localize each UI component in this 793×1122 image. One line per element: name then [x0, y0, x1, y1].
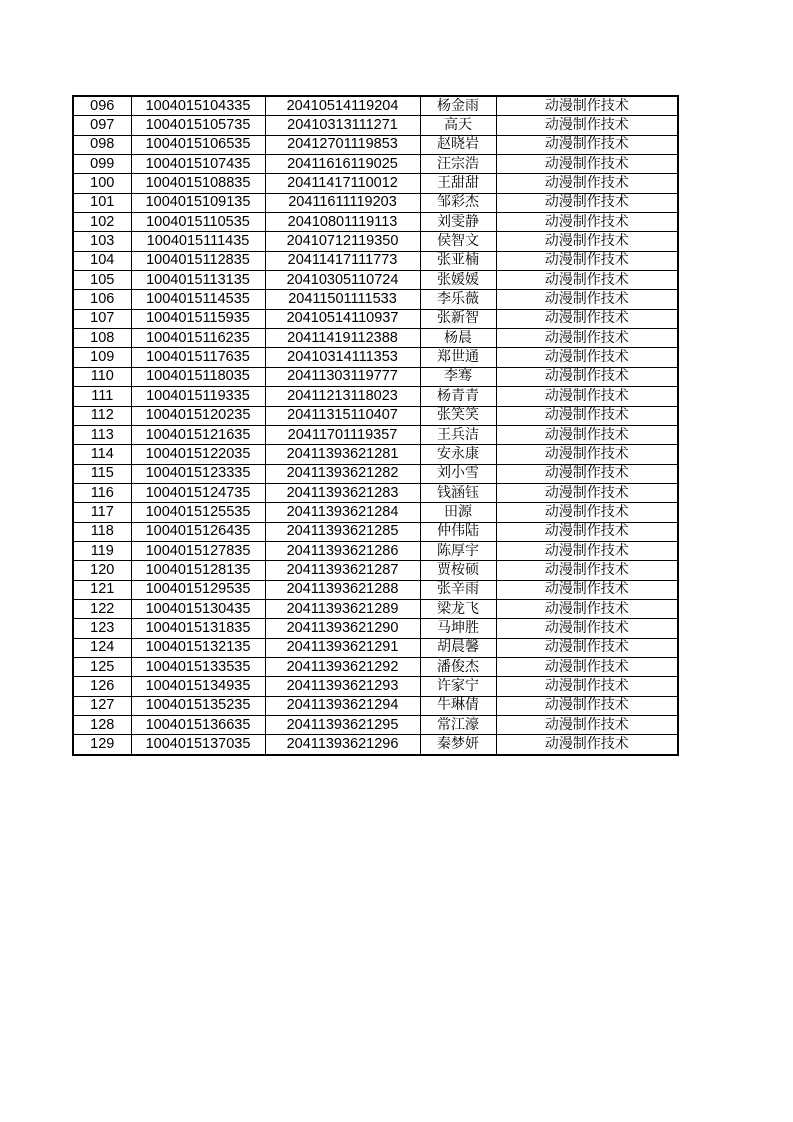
name-cell: 杨青青: [420, 387, 496, 406]
row-number-cell: 123: [73, 619, 131, 638]
name-cell: 赵晓岩: [420, 135, 496, 154]
student-id-cell: 20411393621287: [265, 561, 420, 580]
student-id-cell: 20411393621295: [265, 716, 420, 735]
major-cell: 动漫制作技术: [496, 464, 678, 483]
student-id-cell: 20411393621289: [265, 599, 420, 618]
exam-number-cell: 1004015108835: [131, 174, 265, 193]
row-number-cell: 099: [73, 155, 131, 174]
table-row: [73, 290, 678, 309]
major-cell: 动漫制作技术: [496, 329, 678, 348]
row-number-cell: 106: [73, 290, 131, 309]
row-number-cell: 126: [73, 677, 131, 696]
exam-number-cell: 1004015135235: [131, 696, 265, 715]
table-row: [73, 425, 678, 444]
name-cell: 王甜甜: [420, 174, 496, 193]
name-cell: 张笑笑: [420, 406, 496, 425]
student-id-cell: 20411315110407: [265, 406, 420, 425]
student-id-cell: 20411701119357: [265, 425, 420, 444]
row-number-cell: 098: [73, 135, 131, 154]
exam-number-cell: 1004015105735: [131, 116, 265, 135]
major-cell: 动漫制作技术: [496, 657, 678, 676]
name-cell: 刘小雪: [420, 464, 496, 483]
exam-number-cell: 1004015126435: [131, 522, 265, 541]
table-row: [73, 503, 678, 522]
student-id-cell: 20411616119025: [265, 155, 420, 174]
student-id-cell: 20411393621283: [265, 483, 420, 502]
row-number-cell: 129: [73, 735, 131, 755]
row-number-cell: 096: [73, 96, 131, 116]
table-row: [73, 716, 678, 735]
exam-number-cell: 1004015116235: [131, 329, 265, 348]
student-id-cell: 20411303119777: [265, 367, 420, 386]
row-number-cell: 121: [73, 580, 131, 599]
student-id-cell: 20410314111353: [265, 348, 420, 367]
major-cell: 动漫制作技术: [496, 638, 678, 657]
exam-number-cell: 1004015117635: [131, 348, 265, 367]
name-cell: 张辛雨: [420, 580, 496, 599]
row-number-cell: 122: [73, 599, 131, 618]
student-id-cell: 20411393621290: [265, 619, 420, 638]
exam-number-cell: 1004015133535: [131, 657, 265, 676]
row-number-cell: 120: [73, 561, 131, 580]
table-row: [73, 735, 678, 755]
name-cell: 秦梦妍: [420, 735, 496, 755]
table-row: [73, 155, 678, 174]
table-row: [73, 696, 678, 715]
student-id-cell: 20411393621296: [265, 735, 420, 755]
student-id-cell: 20411417110012: [265, 174, 420, 193]
exam-number-cell: 1004015120235: [131, 406, 265, 425]
row-number-cell: 102: [73, 213, 131, 232]
student-id-cell: 20411393621288: [265, 580, 420, 599]
row-number-cell: 124: [73, 638, 131, 657]
table-row: [73, 232, 678, 251]
major-cell: 动漫制作技术: [496, 522, 678, 541]
exam-number-cell: 1004015122035: [131, 445, 265, 464]
table-row: [73, 522, 678, 541]
major-cell: 动漫制作技术: [496, 135, 678, 154]
table-row: [73, 406, 678, 425]
exam-number-cell: 1004015123335: [131, 464, 265, 483]
major-cell: 动漫制作技术: [496, 406, 678, 425]
table-row: [73, 174, 678, 193]
name-cell: 钱涵钰: [420, 483, 496, 502]
student-list-table: [72, 95, 679, 756]
exam-number-cell: 1004015113135: [131, 271, 265, 290]
table-row: [73, 329, 678, 348]
table-row: [73, 638, 678, 657]
table-row: [73, 135, 678, 154]
student-id-cell: 20411393621294: [265, 696, 420, 715]
table-row: [73, 445, 678, 464]
major-cell: 动漫制作技术: [496, 716, 678, 735]
exam-number-cell: 1004015121635: [131, 425, 265, 444]
exam-number-cell: 1004015125535: [131, 503, 265, 522]
student-id-cell: 20410313111271: [265, 116, 420, 135]
student-id-cell: 20411393621286: [265, 541, 420, 560]
exam-number-cell: 1004015109135: [131, 193, 265, 212]
name-cell: 邹彩杰: [420, 193, 496, 212]
student-id-cell: 20411419112388: [265, 329, 420, 348]
table-row: [73, 541, 678, 560]
name-cell: 陈厚宇: [420, 541, 496, 560]
exam-number-cell: 1004015119335: [131, 387, 265, 406]
row-number-cell: 107: [73, 309, 131, 328]
table-row: [73, 561, 678, 580]
row-number-cell: 117: [73, 503, 131, 522]
exam-number-cell: 1004015129535: [131, 580, 265, 599]
student-id-cell: 20411213118023: [265, 387, 420, 406]
table-row: [73, 619, 678, 638]
table-row: [73, 213, 678, 232]
table-row: [73, 677, 678, 696]
student-id-cell: 20411393621292: [265, 657, 420, 676]
major-cell: 动漫制作技术: [496, 155, 678, 174]
name-cell: 安永康: [420, 445, 496, 464]
table-row: [73, 599, 678, 618]
student-id-cell: 20412701119853: [265, 135, 420, 154]
major-cell: 动漫制作技术: [496, 483, 678, 502]
student-id-cell: 20411417111773: [265, 251, 420, 270]
major-cell: 动漫制作技术: [496, 445, 678, 464]
row-number-cell: 112: [73, 406, 131, 425]
major-cell: 动漫制作技术: [496, 232, 678, 251]
major-cell: 动漫制作技术: [496, 174, 678, 193]
row-number-cell: 097: [73, 116, 131, 135]
table-row: [73, 387, 678, 406]
major-cell: 动漫制作技术: [496, 735, 678, 755]
name-cell: 仲伟陆: [420, 522, 496, 541]
major-cell: 动漫制作技术: [496, 213, 678, 232]
student-id-cell: 20411393621282: [265, 464, 420, 483]
exam-number-cell: 1004015118035: [131, 367, 265, 386]
name-cell: 王兵洁: [420, 425, 496, 444]
major-cell: 动漫制作技术: [496, 619, 678, 638]
table-row: [73, 580, 678, 599]
student-id-cell: 20411393621284: [265, 503, 420, 522]
student-id-cell: 20411393621291: [265, 638, 420, 657]
name-cell: 胡晨馨: [420, 638, 496, 657]
table-row: [73, 348, 678, 367]
major-cell: 动漫制作技术: [496, 561, 678, 580]
major-cell: 动漫制作技术: [496, 696, 678, 715]
table-row: [73, 271, 678, 290]
row-number-cell: 109: [73, 348, 131, 367]
row-number-cell: 114: [73, 445, 131, 464]
exam-number-cell: 1004015104335: [131, 96, 265, 116]
major-cell: 动漫制作技术: [496, 271, 678, 290]
row-number-cell: 108: [73, 329, 131, 348]
exam-number-cell: 1004015128135: [131, 561, 265, 580]
name-cell: 牛琳倩: [420, 696, 496, 715]
student-id-cell: 20410514119204: [265, 96, 420, 116]
name-cell: 刘雯静: [420, 213, 496, 232]
table-row: [73, 657, 678, 676]
exam-number-cell: 1004015106535: [131, 135, 265, 154]
row-number-cell: 116: [73, 483, 131, 502]
exam-number-cell: 1004015124735: [131, 483, 265, 502]
student-id-cell: 20411393621285: [265, 522, 420, 541]
row-number-cell: 113: [73, 425, 131, 444]
major-cell: 动漫制作技术: [496, 599, 678, 618]
table-body: [73, 96, 678, 755]
row-number-cell: 119: [73, 541, 131, 560]
name-cell: 杨金雨: [420, 96, 496, 116]
name-cell: 贾桉硕: [420, 561, 496, 580]
student-id-cell: 20411611119203: [265, 193, 420, 212]
major-cell: 动漫制作技术: [496, 251, 678, 270]
exam-number-cell: 1004015110535: [131, 213, 265, 232]
exam-number-cell: 1004015107435: [131, 155, 265, 174]
student-id-cell: 20410514110937: [265, 309, 420, 328]
table-row: [73, 483, 678, 502]
student-id-cell: 20411501111533: [265, 290, 420, 309]
row-number-cell: 115: [73, 464, 131, 483]
exam-number-cell: 1004015127835: [131, 541, 265, 560]
exam-number-cell: 1004015130435: [131, 599, 265, 618]
name-cell: 潘俊杰: [420, 657, 496, 676]
name-cell: 马坤胜: [420, 619, 496, 638]
row-number-cell: 100: [73, 174, 131, 193]
row-number-cell: 110: [73, 367, 131, 386]
name-cell: 田源: [420, 503, 496, 522]
row-number-cell: 125: [73, 657, 131, 676]
major-cell: 动漫制作技术: [496, 96, 678, 116]
major-cell: 动漫制作技术: [496, 580, 678, 599]
major-cell: 动漫制作技术: [496, 309, 678, 328]
major-cell: 动漫制作技术: [496, 503, 678, 522]
table-row: [73, 193, 678, 212]
name-cell: 杨晨: [420, 329, 496, 348]
name-cell: 梁龙飞: [420, 599, 496, 618]
row-number-cell: 104: [73, 251, 131, 270]
table-row: [73, 96, 678, 116]
major-cell: 动漫制作技术: [496, 290, 678, 309]
table-row: [73, 251, 678, 270]
major-cell: 动漫制作技术: [496, 677, 678, 696]
exam-number-cell: 1004015134935: [131, 677, 265, 696]
name-cell: 李骞: [420, 367, 496, 386]
name-cell: 张亚楠: [420, 251, 496, 270]
exam-number-cell: 1004015115935: [131, 309, 265, 328]
name-cell: 常江濠: [420, 716, 496, 735]
row-number-cell: 101: [73, 193, 131, 212]
name-cell: 张媛媛: [420, 271, 496, 290]
exam-number-cell: 1004015132135: [131, 638, 265, 657]
row-number-cell: 128: [73, 716, 131, 735]
table-row: [73, 309, 678, 328]
exam-number-cell: 1004015114535: [131, 290, 265, 309]
student-id-cell: 20411393621281: [265, 445, 420, 464]
exam-number-cell: 1004015112835: [131, 251, 265, 270]
student-id-cell: 20410305110724: [265, 271, 420, 290]
major-cell: 动漫制作技术: [496, 193, 678, 212]
major-cell: 动漫制作技术: [496, 425, 678, 444]
student-id-cell: 20410801119113: [265, 213, 420, 232]
student-id-cell: 20411393621293: [265, 677, 420, 696]
name-cell: 高天: [420, 116, 496, 135]
major-cell: 动漫制作技术: [496, 541, 678, 560]
row-number-cell: 118: [73, 522, 131, 541]
exam-number-cell: 1004015111435: [131, 232, 265, 251]
major-cell: 动漫制作技术: [496, 387, 678, 406]
row-number-cell: 103: [73, 232, 131, 251]
name-cell: 李乐薇: [420, 290, 496, 309]
row-number-cell: 105: [73, 271, 131, 290]
exam-number-cell: 1004015136635: [131, 716, 265, 735]
major-cell: 动漫制作技术: [496, 116, 678, 135]
major-cell: 动漫制作技术: [496, 367, 678, 386]
name-cell: 侯智文: [420, 232, 496, 251]
major-cell: 动漫制作技术: [496, 348, 678, 367]
row-number-cell: 111: [73, 387, 131, 406]
table-row: [73, 116, 678, 135]
name-cell: 张新智: [420, 309, 496, 328]
exam-number-cell: 1004015137035: [131, 735, 265, 755]
table-row: [73, 367, 678, 386]
name-cell: 郑世通: [420, 348, 496, 367]
row-number-cell: 127: [73, 696, 131, 715]
student-id-cell: 20410712119350: [265, 232, 420, 251]
exam-number-cell: 1004015131835: [131, 619, 265, 638]
table-row: [73, 464, 678, 483]
name-cell: 许家宁: [420, 677, 496, 696]
name-cell: 汪宗浩: [420, 155, 496, 174]
